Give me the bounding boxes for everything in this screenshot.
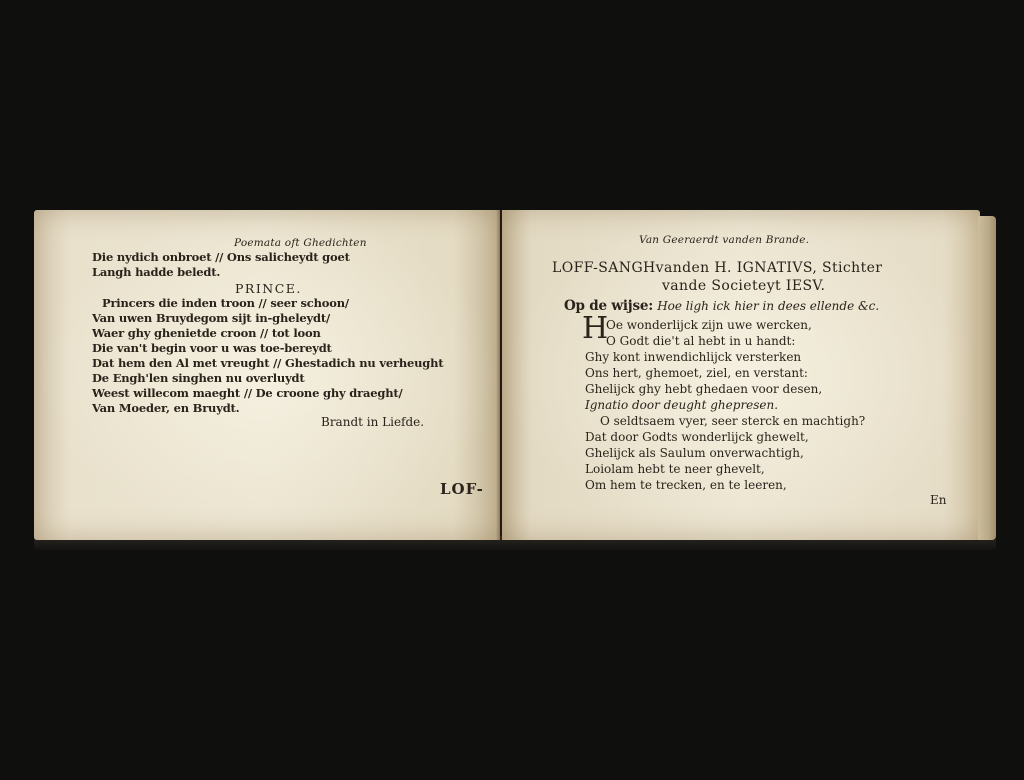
right-line-6: Ignatio door deught ghepresen. [585, 398, 779, 412]
right-line-10: Loiolam hebt te neer ghevelt, [585, 462, 765, 476]
right-line-1: Oe wonderlijck zijn uwe wercken, [606, 318, 812, 332]
right-title-line-2: vande Societeyt IESV. [662, 278, 826, 294]
tune-label: Op de wijse: [564, 298, 654, 314]
left-page [34, 210, 500, 540]
right-line-2: O Godt die't al hebt in u handt: [606, 334, 796, 348]
right-line-8: Dat door Godts wonderlijck ghewelt, [585, 430, 809, 444]
left-line-1: Die nydich onbroet // Ons salicheydt goet [92, 250, 350, 264]
left-heading-prince: PRINCE. [235, 281, 302, 296]
right-line-7: O seldtsaem vyer, seer sterck en machtigh? [600, 414, 866, 428]
left-line-2: Langh hadde beledt. [92, 265, 221, 279]
right-line-3: Ghy kont inwendichlijck versterken [585, 350, 802, 364]
open-book [34, 210, 996, 550]
right-line-9: Ghelijck als Saulum onverwachtigh, [585, 446, 804, 460]
left-line-6: Waer ghy ghenietde croon // tot loon [92, 326, 321, 340]
right-page [502, 210, 980, 540]
right-line-11: Om hem te trecken, en te leeren, [585, 478, 787, 492]
left-line-5: Van uwen Bruydegom sijt in-gheleydt/ [92, 311, 330, 325]
right-line-4: Ons hert, ghemoet, ziel, en verstant: [585, 366, 808, 380]
right-catchword: En [930, 493, 947, 507]
drop-capital: H [582, 311, 609, 346]
right-running-head: Van Geeraerdt vanden Brande. [639, 234, 810, 246]
left-catchword: LOF- [440, 480, 484, 498]
left-line-9: De Engh'len singhen nu overluydt [92, 371, 305, 385]
left-line-4: Princers die inden troon // seer schoon/ [102, 296, 349, 310]
right-line-5: Ghelijck ghy hebt ghedaen voor desen, [585, 382, 823, 396]
left-line-11: Van Moeder, en Bruydt. [92, 401, 240, 415]
left-line-8: Dat hem den Al met vreught // Ghestadich nu verheught [92, 356, 444, 370]
left-line-7: Die van't begin voor u was toe-bereydt [92, 341, 332, 355]
tune-text: Hoe ligh ick hier in dees ellende &c. [657, 299, 880, 313]
left-signature: Brandt in Liefde. [321, 415, 425, 429]
left-line-10: Weest willecom maeght // De croone ghy draeght/ [92, 386, 403, 400]
left-running-head: Poemata oft Ghedichten [234, 237, 367, 249]
right-tune-line [564, 298, 879, 314]
right-title-line-1: LOFF-SANGHvanden H. IGNATIVS, Stichter [552, 260, 883, 276]
page-edges [978, 216, 996, 540]
